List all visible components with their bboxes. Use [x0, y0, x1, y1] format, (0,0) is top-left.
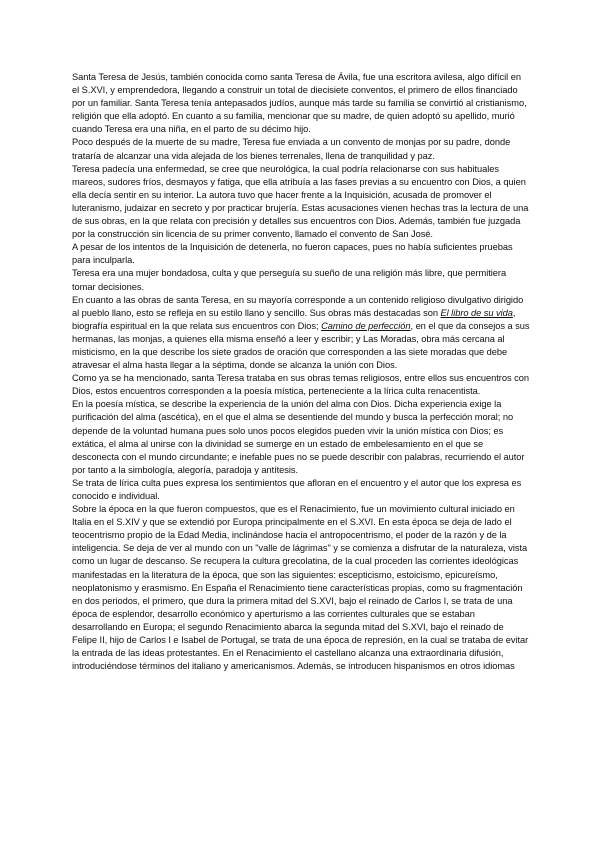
paragraph-inquisition-failure: A pesar de los intentos de la Inquisición de detenerla, no fueron capaces, pues no había suficientes pruebas para inculparla. [72, 242, 513, 266]
works-text-c: , en el que da consejos a sus hermanas, las monjas, a quienes ella misma enseñó a leer y escribir; y Las Moradas, obra más cercana al misticismo, en la que describe los siete grados de oración que corresponden a las siete moradas que debe atravesar el alma hasta llegar a la séptima, donde se alcanza la unión con Dios. [72, 320, 530, 371]
paragraph-convent: Poco después de la muerte de su madre, Teresa fue enviada a un convento de monjas por su padre, donde trataría de alcanzar una vida alejada de los bienes terrenales, llena de tranquilidad y paz. [72, 137, 511, 161]
paragraph-works [72, 294, 530, 373]
paragraph-mystic-themes: Como ya se ha mencionado, santa Teresa trataba en sus obras temas religiosos, entre ellos sus encuentros con Dios, estos encuentros corresponden a la poesía mística, perteneciente a la lírica culta renacentista. [72, 373, 529, 397]
paragraph-renaissance: Sobre la época en la que fueron compuestos, que es el Renacimiento, fue un movimiento cultural iniciado en Italia en el S.XIV y que se extendió por Europa principalmente en el S.XVI. En esta época se deja de lado el teocentrismo propio de la Edad Media, inclinándose hacia el antropocentrismo, el poder de la razón y de la inteligencia. Se deja de ver al mundo con un "valle de lágrimas" y se comienza a disfrutar de la naturaleza, vista como un lugar de descanso. Se recupera la cultura grecolatina, de la cual proceden las corrientes ideológicas manifestadas en la literatura de la época, que son las siguientes: escepticismo, estoicismo, epicureísmo, neoplatonismo y erasmismo. En España el Renacimiento tiene características propias, como su fragmentación en dos periodos, el primero, que dura la primera mitad del S.XVI, bajo el reinado de Carlos I, se trata de una época de esplendor, desarrollo económico y aperturismo a las corrientes culturales que se estaban desarrollando en Europa; el segundo Renacimiento abarca la segunda mitad del S.XVI, bajo el reinado de Felipe II, hijo de Carlos I e Isabel de Portugal, se trata de una época de represión, en la cual se trataba de evitar la entrada de las ideas protestantes. En el Renacimiento el castellano alcanza una extraordinaria difusión, introduciéndose términos del italiano y americanismos. Además, se introducen hispanismos en otros idiomas [72, 504, 529, 672]
paragraph-mystic-poetry: En la poesía mística, se describe la experiencia de la unión del alma con Dios. Dicha experiencia exige la purificación del alma (ascética), en el que el alma se desentiende del mundo y busca la perfección moral; no depende de la voluntad humana pues solo unos pocos elegidos pueden vivir la unión mística con Dios; es extática, el alma al unirse con la divinidad se sumerge en un estado de embelesamiento en el que se desconecta con el mundo circundante; e inefable pues no se puede describir con palabras, recurriendo el autor por tanto a la simbología, alegoría, paradoja y antítesis. [72, 399, 525, 475]
works-text-a: En cuanto a las obras de santa Teresa, en su mayoría corresponde a un contenido religioso divulgativo dirigido al pueblo llano, esto se refleja en su estilo llano y sencillo. Sus obras más destacadas son [72, 294, 524, 318]
paragraph-intro: Santa Teresa de Jesús, también conocida como santa Teresa de Ávila, fue una escritora avilesa, algo difícil en el S.XVI, y emprendedora, llegando a construir un total de diecisiete conventos, el primero de ellos financiado por un familiar. Santa Teresa tenía antepasados judíos, aunque más tarde su familia se convirtió al cristianismo, religión que ella adoptó. En cuanto a su familia, mencionar que su madre, de quien adoptó su apellido, murió cuando Teresa era una niña, en el parto de su décimo hijo. [72, 72, 527, 135]
document-body [72, 71, 530, 673]
works-text-b: , biografía espiritual en la que relata sus encuentros con Dios; [72, 307, 516, 331]
book-link-libro-de-su-vida[interactable]: El libro de su vida [440, 307, 513, 318]
book-link-camino-de-perfeccion[interactable]: Camino de perfección [321, 320, 411, 331]
paragraph-cult-lyric: Se trata de lírica culta pues expresa los sentimientos que afloran en el encuentro y el autor que los expresa es conocido e individual. [72, 477, 522, 501]
paragraph-character: Teresa era una mujer bondadosa, culta y que perseguía su sueño de una religión más libre, que permitiera tomar decisiones. [72, 268, 507, 292]
paragraph-illness-inquisition: Teresa padecía una enfermedad, se cree que neurológica, la cual podría relacionarse con sus habituales mareos, sudores fríos, desmayos y fatiga, que ella atribuía a las fases previas a su encuentro con Dios, a quien ella decía sentir en su interior. La autora tuvo que hacer frente a la Inquisición, acusada de promover el luteranismo, judaizar en secreto y por practicar brujería. Estas acusaciones vienen hechas tras la lectura de una de sus obras, en la que relata con precisión y detalles sus encuentros con Dios. Además, también fue juzgada por la construcción sin licencia de su primer convento, llamado el convento de San José. [72, 163, 529, 240]
